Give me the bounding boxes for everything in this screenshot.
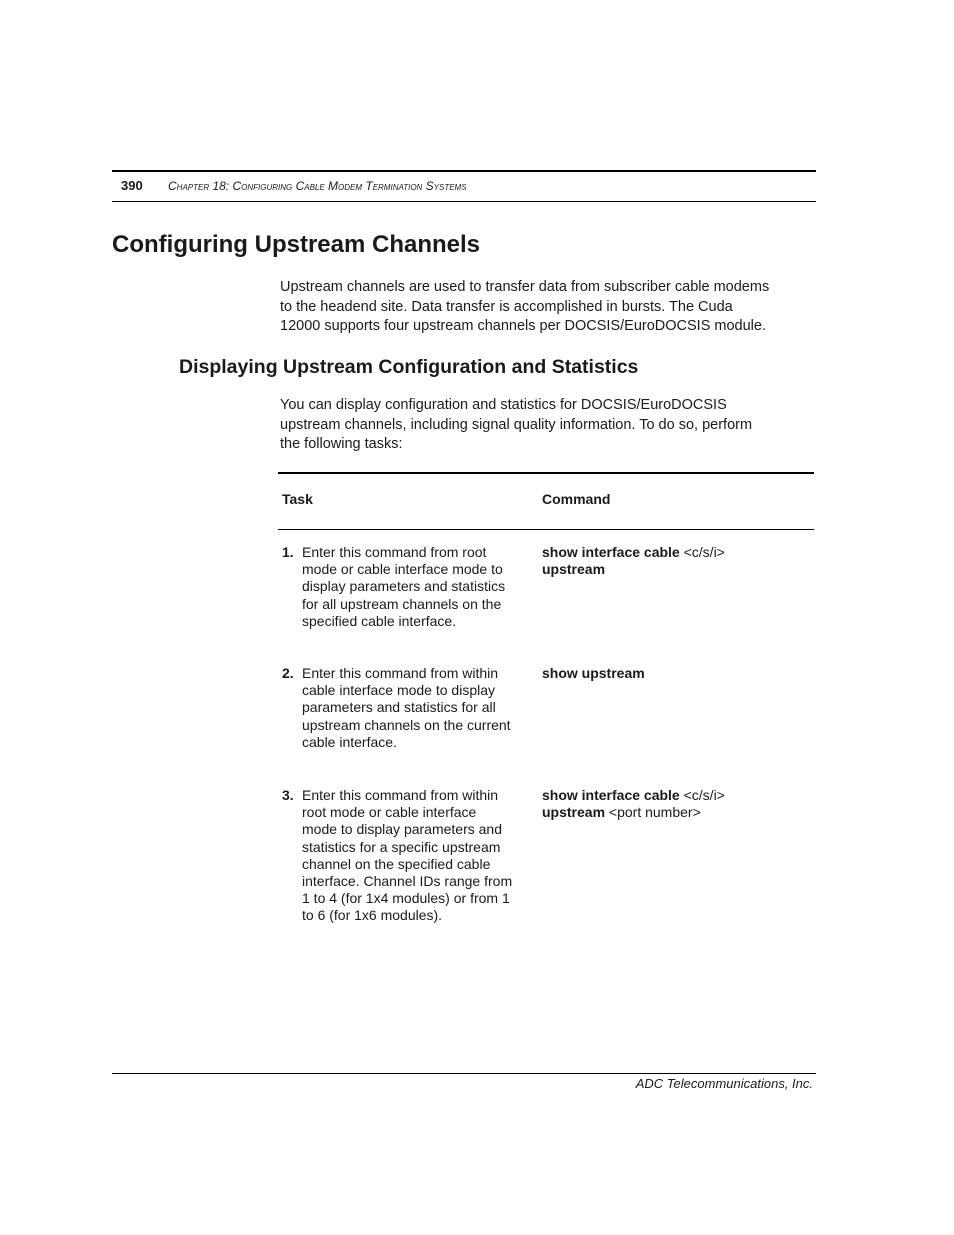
task-line: statistics for a specific upstream xyxy=(302,838,501,855)
task-line: for all upstream channels on the xyxy=(302,595,502,612)
intro-line: You can display configuration and statistics for DOCSIS/EuroDOCSIS xyxy=(280,397,727,413)
table-rule-header xyxy=(278,529,814,530)
table-header-task: Task xyxy=(282,491,313,507)
subsection-intro xyxy=(280,396,820,455)
task-line: specified cable interface. xyxy=(302,612,457,629)
command-keyword: upstream xyxy=(542,561,606,578)
task-line: to 6 (for 1x6 modules). xyxy=(302,907,443,924)
section-intro xyxy=(280,278,820,337)
task-line: interface. Channel IDs range from xyxy=(302,873,513,890)
task-cell xyxy=(302,544,530,630)
intro-line: the following tasks: xyxy=(280,436,403,452)
step-number: 3. xyxy=(282,787,294,803)
subsection-title: Displaying Upstream Configuration and Statistics xyxy=(179,356,639,378)
task-cell xyxy=(302,787,530,925)
footer-rule xyxy=(112,1073,816,1074)
task-line: cable interface. xyxy=(302,733,397,750)
intro-line: upstream channels, including signal quality information. To do so, perform xyxy=(280,416,753,433)
command-keyword: show interface cable xyxy=(542,787,680,803)
chapter-title: Chapter 18: Configuring Cable Modem Termination Systems xyxy=(168,179,467,193)
task-line: mode or cable interface mode to xyxy=(302,561,503,578)
command-keyword: upstream xyxy=(542,804,606,821)
task-line: Enter this command from within xyxy=(302,665,499,681)
command-cell xyxy=(542,665,812,682)
task-line: upstream channels on the current xyxy=(302,716,511,733)
task-line: mode to display parameters and xyxy=(302,821,502,838)
intro-line: 12000 supports four upstream channels per DOCSIS/EuroDOCSIS module. xyxy=(280,318,766,334)
task-line: cable interface mode to display xyxy=(302,682,495,699)
footer-company: ADC Telecommunications, Inc. xyxy=(635,1076,813,1091)
task-line: channel on the specified cable xyxy=(302,855,491,872)
task-cell xyxy=(302,665,530,751)
task-line: Enter this command from within xyxy=(302,787,499,803)
table-rule-top xyxy=(278,472,814,474)
page-number: 390 xyxy=(121,178,143,193)
command-keyword: show interface cable xyxy=(542,544,680,560)
command-argument: <port number> xyxy=(605,804,701,821)
task-line: 1 to 4 (for 1x4 modules) or from 1 xyxy=(302,890,510,907)
command-argument: <c/s/i> xyxy=(679,544,725,560)
header-rule-bottom xyxy=(112,201,816,202)
header-rule-top xyxy=(112,170,816,172)
task-line: display parameters and statistics xyxy=(302,578,506,595)
task-line: parameters and statistics for all xyxy=(302,699,496,716)
section-title: Configuring Upstream Channels xyxy=(112,231,481,258)
table-header-command: Command xyxy=(542,491,611,507)
command-cell xyxy=(542,544,812,578)
command-cell xyxy=(542,787,812,821)
intro-line: to the headend site. Data transfer is accomplished in bursts. The Cuda xyxy=(280,298,733,315)
command-argument: <c/s/i> xyxy=(679,787,725,803)
step-number: 1. xyxy=(282,544,294,560)
step-number: 2. xyxy=(282,665,294,681)
task-line: root mode or cable interface xyxy=(302,804,477,821)
intro-line: Upstream channels are used to transfer data from subscriber cable modems xyxy=(280,279,770,295)
command-keyword: show upstream xyxy=(542,665,645,681)
task-line: Enter this command from root xyxy=(302,544,487,560)
